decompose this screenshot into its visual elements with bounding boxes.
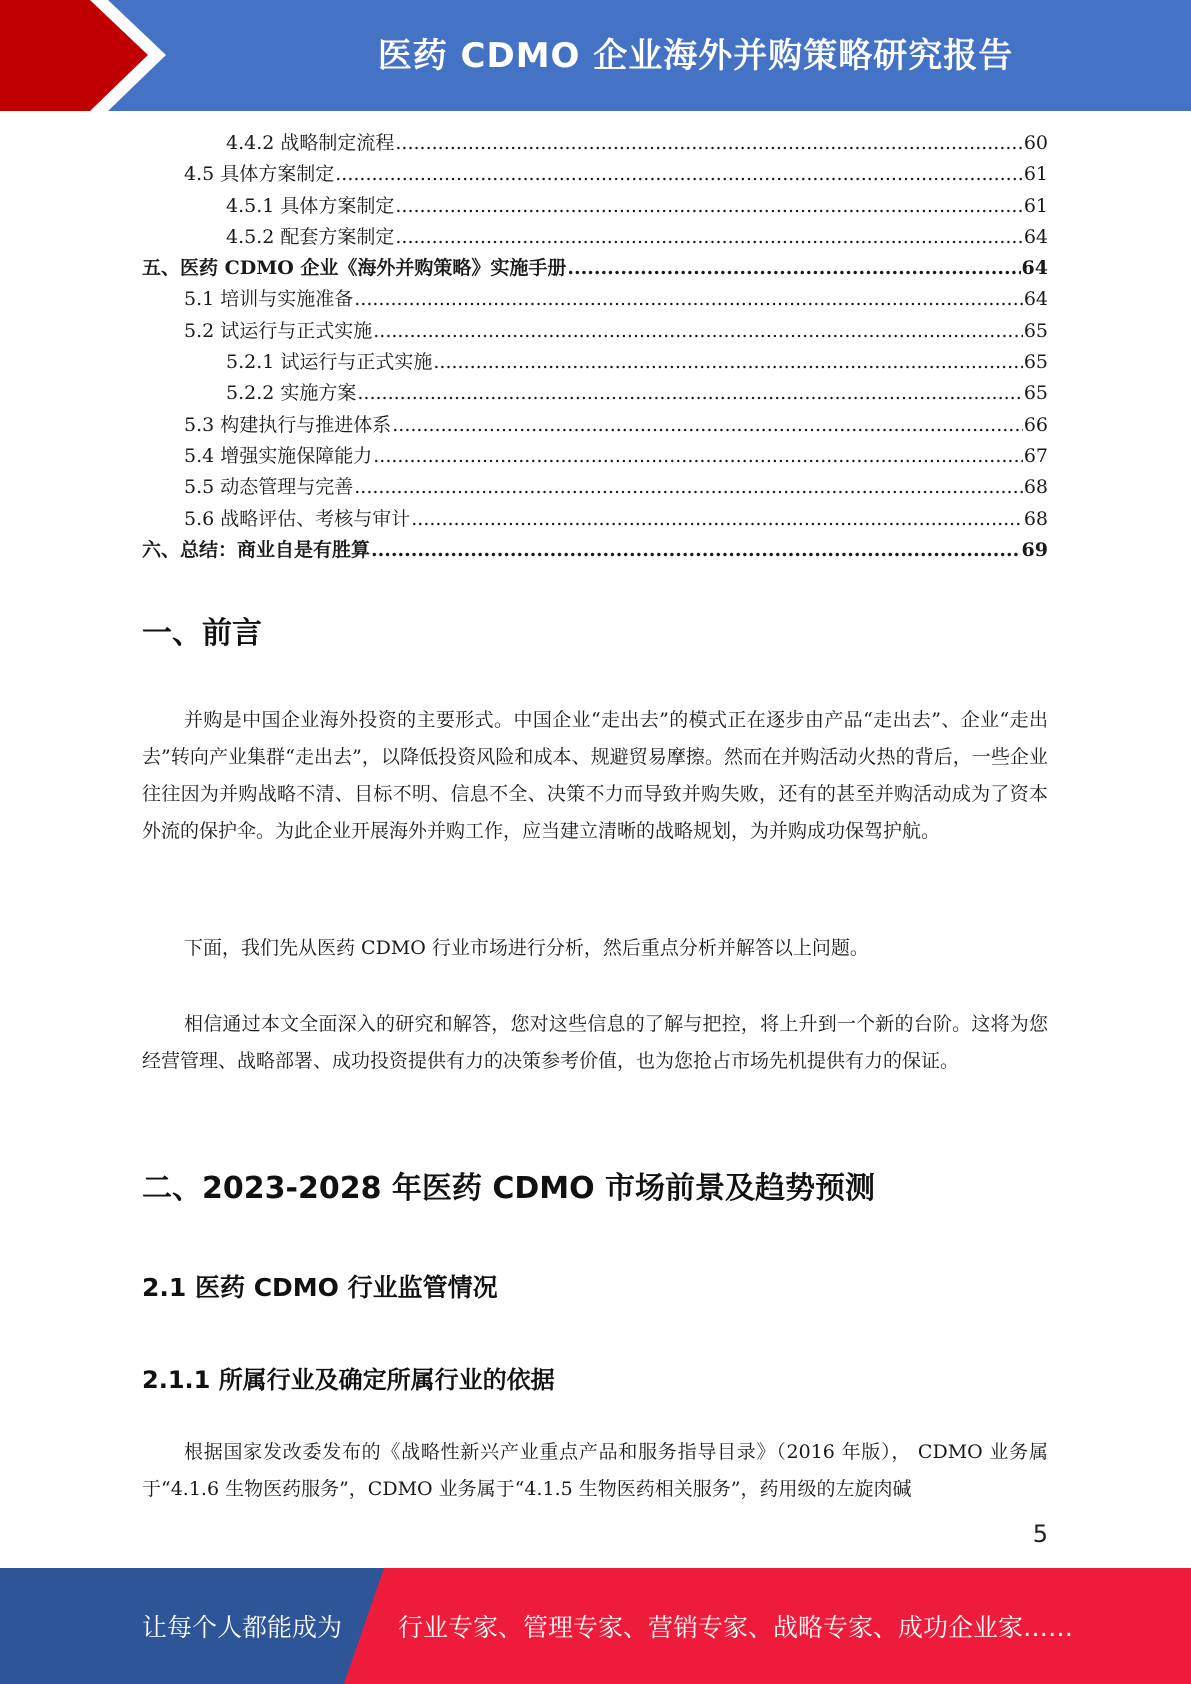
toc-dot-leader — [567, 253, 1020, 284]
toc-dot-leader — [354, 284, 1023, 315]
toc-entry[interactable] — [142, 535, 1048, 566]
toc-entry-label: 六、总结：商业自是有胜算 — [142, 538, 371, 561]
toc-entry[interactable] — [142, 504, 1048, 535]
toc-entry-label: 5.2.1 试运行与正式实施 — [226, 351, 433, 374]
toc-dot-leader — [357, 378, 1022, 409]
toc-entry[interactable] — [142, 191, 1048, 222]
toc-entry-page: 67 — [1023, 444, 1048, 467]
toc-dot-leader — [433, 347, 1022, 378]
toc-entry-page: 64 — [1021, 257, 1048, 280]
toc-dot-leader — [335, 159, 1023, 190]
toc-entry[interactable] — [142, 128, 1048, 159]
toc-entry-page: 69 — [1021, 538, 1048, 561]
toc-entry-page: 64 — [1023, 225, 1048, 248]
toc-entry-label: 4.4.2 战略制定流程 — [226, 132, 395, 154]
toc-entry[interactable] — [142, 284, 1048, 315]
subsection-heading-regulation: 2.1 医药 CDMO 行业监管情况 — [142, 1273, 498, 1302]
toc-dot-leader — [395, 191, 1022, 222]
toc-entry-label: 4.5.2 配套方案制定 — [226, 225, 395, 248]
toc-dot-leader — [354, 472, 1023, 503]
toc-entry[interactable] — [142, 222, 1048, 253]
toc-entry-page: 61 — [1023, 194, 1048, 217]
toc-entry-label: 五、医药 CDMO 企业《海外并购策略》实施手册 — [142, 257, 567, 280]
toc-entry-label: 5.3 构建执行与推进体系 — [184, 413, 392, 436]
footer-slogan-right: 行业专家、管理专家、营销专家、战略专家、成功企业家…… — [398, 1613, 1074, 1642]
page-number: 5 — [1032, 1520, 1048, 1548]
toc-dot-leader — [395, 222, 1022, 253]
toc-entry-page: 66 — [1023, 413, 1048, 436]
paragraph-3: 相信通过本文全面深入的研究和解答，您对这些信息的了解与把控，将上升到一个新的台阶。这将为您经营管理、战略部署、成功投资提供有力的决策参考价值，也为您抢占市场先机提供有力的保证。 — [142, 1013, 1048, 1072]
toc-entry-label: 5.2.2 实施方案 — [226, 382, 357, 405]
toc-entry[interactable] — [142, 253, 1048, 284]
toc-entry[interactable] — [142, 378, 1048, 409]
toc-dot-leader — [411, 504, 1023, 535]
toc-entry-page: 65 — [1023, 382, 1048, 405]
toc-dot-leader — [392, 410, 1023, 441]
toc-entry[interactable] — [142, 347, 1048, 378]
section-heading-preface: 一、前言 — [142, 616, 262, 651]
toc-dot-leader — [373, 441, 1023, 472]
toc-entry-page: 60 — [1023, 132, 1048, 154]
toc-dot-leader — [371, 535, 1021, 566]
toc-entry-page: 64 — [1023, 288, 1048, 311]
toc-entry-page: 68 — [1023, 507, 1048, 530]
page-header — [0, 0, 1191, 111]
toc-dot-leader — [373, 316, 1023, 347]
toc-entry-page: 68 — [1023, 476, 1048, 499]
subsubsection-heading-industry: 2.1.1 所属行业及确定所属行业的依据 — [142, 1366, 555, 1394]
page-footer — [0, 1568, 1191, 1684]
toc-entry-page: 65 — [1023, 351, 1048, 374]
toc-entry-label: 4.5 具体方案制定 — [184, 163, 335, 186]
toc-entry-page: 61 — [1023, 163, 1048, 186]
toc-entry-label: 4.5.1 具体方案制定 — [226, 194, 395, 217]
paragraph-4: 根据国家发改委发布的《战略性新兴产业重点产品和服务指导目录》（2016 年版）， CDMO 业务属于“4.1.6 生物医药服务”，CDMO 业务属于“4.1.5 生物医药相关服务”，药用级的左旋肉碱 — [142, 1441, 1048, 1500]
report-title: 医药 CDMO 企业海外并购策略研究报告 — [377, 36, 1014, 76]
footer-slogan-left: 让每个人都能成为 — [142, 1613, 343, 1642]
toc-entry[interactable] — [142, 441, 1048, 472]
toc-entry-label: 5.6 战略评估、考核与审计 — [184, 507, 411, 530]
toc-entry-label: 5.2 试运行与正式实施 — [184, 319, 373, 342]
paragraph-1: 并购是中国企业海外投资的主要形式。中国企业“走出去”的模式正在逐步由产品“走出去”、企业“走出去”转向产业集群“走出去”，以降低投资风险和成本、规避贸易摩擦。然而在并购活动火热的背后，一些企业往往因为并购战略不清、目标不明、信息不全、决策不力而导致并购失败，还有的甚至并购活动成为了资本外流的保护伞。为此企业开展海外并购工作，应当建立清晰的战略规划，为并购成功保驾护航。 — [142, 709, 1048, 842]
toc-entry-label: 5.5 动态管理与完善 — [184, 476, 354, 499]
toc-entry-page: 65 — [1023, 319, 1048, 342]
paragraph-2: 下面，我们先从医药 CDMO 行业市场进行分析，然后重点分析并解答以上问题。 — [184, 937, 869, 959]
table-of-contents — [142, 128, 1048, 566]
toc-entry[interactable] — [142, 159, 1048, 190]
section-heading-market: 二、2023-2028 年医药 CDMO 市场前景及趋势预测 — [142, 1171, 876, 1206]
toc-entry-label: 5.4 增强实施保障能力 — [184, 444, 373, 467]
toc-entry-label: 5.1 培训与实施准备 — [184, 288, 354, 311]
toc-entry[interactable] — [142, 472, 1048, 503]
toc-dot-leader — [395, 128, 1022, 159]
toc-entry[interactable] — [142, 316, 1048, 347]
toc-entry[interactable] — [142, 410, 1048, 441]
